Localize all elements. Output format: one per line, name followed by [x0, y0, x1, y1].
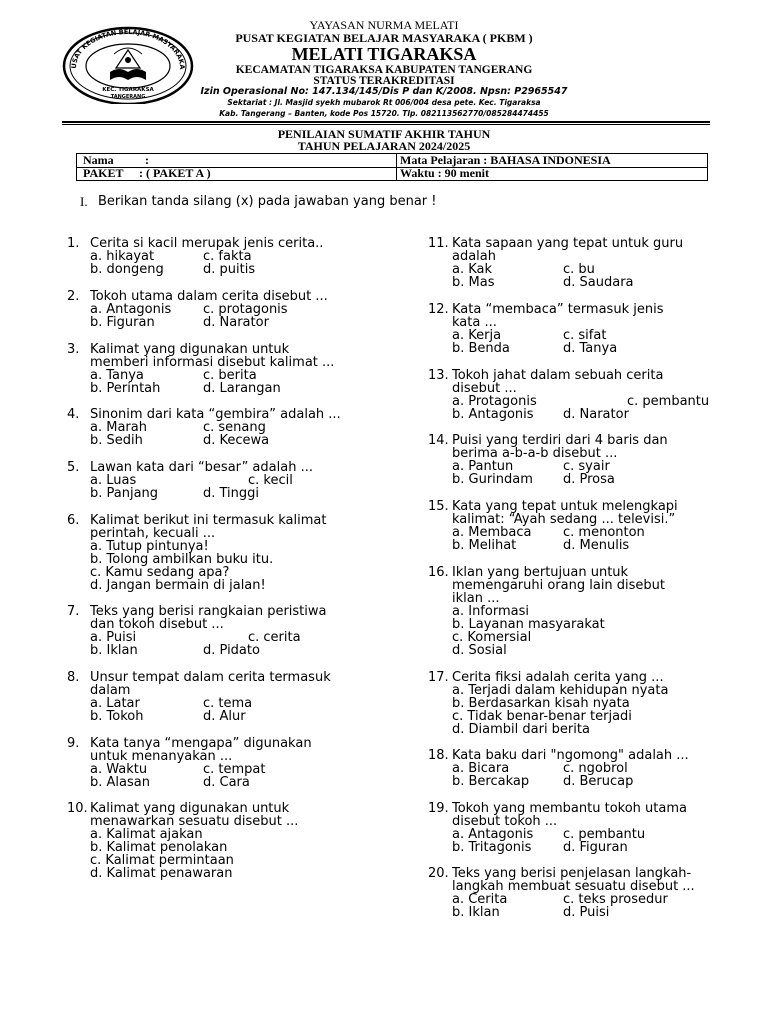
answer-option[interactable]: a. Bicara	[452, 761, 510, 776]
answer-option[interactable]: c. senang	[203, 420, 266, 435]
answer-option[interactable]: c. pembantu	[563, 827, 646, 842]
answer-option[interactable]: b. Benda	[452, 341, 510, 356]
answer-option[interactable]: a. Terjadi dalam kehidupan nyata	[452, 683, 669, 698]
question-text: Cerita si kacil merupak jenis cerita..	[90, 236, 324, 251]
answer-option[interactable]: b. Kalimat penolakan	[90, 840, 228, 855]
question-text: Tokoh yang membantu tokoh utama	[452, 801, 687, 816]
answer-option[interactable]: b. Tritagonis	[452, 840, 532, 855]
answer-option[interactable]: b. Melihat	[452, 538, 517, 553]
exam-info-table	[76, 153, 708, 181]
answer-option[interactable]: d. Saudara	[563, 275, 634, 290]
answer-option[interactable]: b. Berdasarkan kisah nyata	[452, 696, 630, 711]
logo-ring-text: USAT KEGIATAN BELAJAR MASYARAKA	[69, 27, 187, 70]
answer-option[interactable]: c. pembantu	[627, 394, 710, 409]
question-text: memberi informasi disebut kalimat ...	[90, 355, 335, 370]
question-text: Teks yang berisi penjelasan langkah-	[452, 866, 692, 881]
question-text: Kata sapaan yang tepat untuk guru	[452, 236, 684, 251]
question-number: 1.	[67, 236, 80, 251]
answer-option[interactable]: d. Prosa	[563, 472, 615, 487]
operational-permit: Izin Operasional No: 147.134/145/Dis P dan K/2008. Npsn: P2965547	[200, 86, 568, 97]
question-15	[428, 500, 722, 552]
answer-option[interactable]: a. hikayat	[90, 249, 155, 264]
question-text: Kata baku dari "ngomong" adalah ...	[452, 748, 689, 763]
question-number: 14.	[428, 433, 449, 448]
answer-option[interactable]: a. Waktu	[90, 762, 148, 777]
subject: Mata Pelajaran : BAHASA INDONESIA	[400, 153, 611, 167]
answer-option[interactable]: c. Komersial	[452, 630, 532, 645]
duration: Waktu : 90 menit	[400, 166, 490, 180]
answer-option[interactable]: c. Kalimat permintaan	[90, 853, 234, 868]
question-text: adalah	[452, 249, 497, 264]
question-14	[428, 434, 722, 486]
answer-option[interactable]: d. Larangan	[203, 381, 281, 396]
question-11	[428, 237, 722, 289]
answer-option[interactable]: a. Tanya	[90, 368, 144, 383]
answer-option[interactable]: a. Pantun	[452, 459, 514, 474]
answer-option[interactable]: a. Informasi	[452, 604, 529, 619]
answer-option[interactable]: d. Alur	[203, 709, 246, 724]
answer-option[interactable]: a. Membaca	[452, 525, 532, 540]
question-1	[67, 237, 387, 276]
question-17	[428, 671, 722, 736]
answer-option[interactable]: b. Antagonis	[452, 407, 534, 422]
question-text: Sinonim dari kata “gembira” adalah ...	[90, 407, 341, 422]
question-text: Lawan kata dari “besar” adalah ...	[90, 460, 313, 475]
answer-option[interactable]: b. Tokoh	[90, 709, 144, 724]
answer-option[interactable]: c. ngobrol	[563, 761, 628, 776]
letterhead-divider-thin	[62, 124, 710, 125]
answer-option[interactable]: d. Narator	[563, 407, 629, 422]
logo-bottom-text2: TANGERANG	[110, 94, 146, 100]
question-number: 12.	[428, 302, 449, 317]
answer-option[interactable]: d. Jangan bermain di jalan!	[90, 578, 266, 593]
question-text: Tokoh utama dalam cerita disebut ...	[90, 289, 328, 304]
question-text: Teks yang berisi rangkaian peristiwa	[90, 604, 327, 619]
answer-option[interactable]: b. Perintah	[90, 381, 161, 396]
answer-option[interactable]: d. Berucap	[563, 774, 634, 789]
question-text: langkah membuat sesuatu disebut ...	[452, 879, 695, 894]
question-text: Iklan yang bertujuan untuk	[452, 565, 629, 580]
question-number: 5.	[67, 460, 80, 475]
answer-option[interactable]: b. Layanan masyarakat	[452, 617, 605, 632]
question-20	[428, 867, 722, 919]
question-text: untuk menanyakan ...	[90, 749, 233, 764]
answer-option[interactable]: d. Tanya	[563, 341, 618, 356]
answer-option[interactable]: d. Kalimat penawaran	[90, 866, 233, 881]
question-text: disebut ...	[452, 381, 517, 396]
answer-option[interactable]: c. tema	[203, 696, 253, 711]
answer-option[interactable]: d. Tinggi	[203, 486, 260, 501]
answer-option[interactable]: c. berita	[203, 368, 257, 383]
answer-option[interactable]: a. Kalimat ajakan	[90, 827, 203, 842]
logo-bottom-text: KEC. TIGARAKSA	[102, 87, 154, 93]
question-text: memengaruhi orang lain disebut	[452, 578, 666, 593]
question-number: 8.	[67, 670, 80, 685]
answer-option[interactable]: d. Menulis	[563, 538, 630, 553]
question-number: 15.	[428, 499, 449, 514]
answer-option[interactable]: d. Diambil dari berita	[452, 722, 590, 737]
question-2	[67, 290, 387, 329]
question-number: 9.	[67, 736, 80, 751]
question-text: Kalimat berikut ini termasuk kalimat	[90, 513, 327, 528]
answer-option[interactable]: b. Sedih	[90, 433, 143, 448]
question-9	[67, 737, 387, 789]
question-text: dan tokoh disebut ...	[90, 617, 224, 632]
question-number: 7.	[67, 604, 80, 619]
district: KECAMATAN TIGARAKSA KABUPATEN TANGERANG	[235, 64, 533, 76]
answer-option[interactable]: a. Protagonis	[452, 394, 537, 409]
address-line-1: Sektariat : Jl. Masjid syekh mubarok Rt 006/004 desa pete. Kec. Tigaraksa	[227, 98, 541, 107]
answer-option[interactable]: c. cerita	[248, 630, 301, 645]
paket-value: : ( PAKET A )	[139, 166, 211, 180]
answer-option[interactable]: a. Kerja	[452, 328, 502, 343]
question-number: 16.	[428, 565, 449, 580]
question-text: Puisi yang terdiri dari 4 baris dan	[452, 433, 668, 448]
answer-option[interactable]: b. Alasan	[90, 775, 150, 790]
question-7	[67, 605, 387, 657]
answer-option[interactable]: c. teks prosedur	[563, 892, 668, 907]
answer-option[interactable]: b. Panjang	[90, 486, 159, 501]
question-text: Kata “membaca” termasuk jenis	[452, 302, 664, 317]
question-12	[428, 303, 722, 355]
question-10	[67, 802, 387, 880]
answer-option[interactable]: a. Kak	[452, 262, 493, 277]
answer-option[interactable]: a. Tutup pintunya!	[90, 539, 209, 554]
question-number: 10.	[67, 801, 88, 816]
answer-option[interactable]: a. Antagonis	[452, 827, 534, 842]
question-number: 4.	[67, 407, 80, 422]
question-text: Kalimat yang digunakan untuk	[90, 801, 290, 816]
question-text: Tokoh jahat dalam sebuah cerita	[452, 368, 664, 383]
name-colon: :	[145, 153, 149, 167]
question-6	[67, 514, 387, 592]
answer-option[interactable]: c. tempat	[203, 762, 266, 777]
question-number: 2.	[67, 289, 80, 304]
answer-option[interactable]: c. kecil	[248, 473, 293, 488]
question-text: perintah, kecuali ...	[90, 526, 216, 541]
answer-option[interactable]: c. Tidak benar-benar terjadi	[452, 709, 632, 724]
school-name: MELATI TIGARAKSA	[291, 44, 477, 64]
center-name: PUSAT KEGIATAN BELAJAR MASYARAKA ( PKBM )	[235, 31, 533, 45]
question-number: 6.	[67, 513, 80, 528]
question-text: Kata yang tepat untuk melengkapi	[452, 499, 678, 514]
question-text: Kata tanya “mengapa” digunakan	[90, 736, 312, 751]
question-5	[67, 461, 387, 500]
answer-option[interactable]: c. Kamu sedang apa?	[90, 565, 230, 580]
question-text: kata ...	[452, 315, 497, 330]
address-line-2: Kab. Tangerang – Banten, kode Pos 15720. Tlp. 082113562770/085284474455	[219, 109, 549, 118]
question-4	[67, 408, 387, 447]
question-text: berima a-b-a-b disebut ...	[452, 446, 618, 461]
exam-title: PENILAIAN SUMATIF AKHIR TAHUN	[277, 127, 491, 141]
paket-label: PAKET	[83, 166, 124, 180]
question-number: 17.	[428, 670, 449, 685]
answer-option[interactable]: d. puitis	[203, 262, 256, 277]
foundation-name: YAYASAN NURMA MELATI	[309, 18, 459, 32]
answer-option[interactable]: b. Gurindam	[452, 472, 533, 487]
accreditation-status: STATUS TERAKREDITASI	[313, 75, 455, 87]
question-text: iklan ...	[452, 591, 500, 606]
answer-option[interactable]: a. Marah	[90, 420, 147, 435]
answer-option[interactable]: d. Figuran	[563, 840, 628, 855]
question-text: menawarkan sesuatu disebut ...	[90, 814, 299, 829]
question-8	[67, 671, 387, 723]
answer-option[interactable]: d. Narator	[203, 315, 269, 330]
answer-option[interactable]: d. Puisi	[563, 905, 610, 920]
question-number: 11.	[428, 236, 449, 251]
exam-year: TAHUN PELAJARAN 2024/2025	[297, 139, 471, 153]
answer-option[interactable]: d. Pidato	[203, 643, 260, 658]
answer-option[interactable]: b. Tolong ambilkan buku itu.	[90, 552, 274, 567]
question-13	[428, 369, 722, 421]
answer-option[interactable]: c. protagonis	[203, 302, 288, 317]
answer-option[interactable]: d. Kecewa	[203, 433, 270, 448]
question-text: disebut tokoh ...	[452, 814, 558, 829]
answer-option[interactable]: a. Antagonis	[90, 302, 172, 317]
question-text: Cerita fiksi adalah cerita yang ...	[452, 670, 664, 685]
answer-option[interactable]: b. Iklan	[452, 905, 500, 920]
answer-option[interactable]: a. Cerita	[452, 892, 508, 907]
question-number: 19.	[428, 801, 449, 816]
instruction-numeral: I.	[80, 194, 88, 209]
question-number: 20.	[428, 866, 449, 881]
answer-option[interactable]: b. Bercakap	[452, 774, 530, 789]
question-text: Unsur tempat dalam cerita termasuk	[90, 670, 331, 685]
question-text: dalam	[90, 683, 131, 698]
answer-option[interactable]: a. Puisi	[90, 630, 137, 645]
answer-option[interactable]: a. Luas	[90, 473, 137, 488]
answer-option[interactable]: d. Sosial	[452, 643, 507, 658]
answer-option[interactable]: b. Figuran	[90, 315, 155, 330]
question-number: 18.	[428, 748, 449, 763]
answer-option[interactable]: c. bu	[563, 262, 595, 277]
answer-option[interactable]: c. fakta	[203, 249, 252, 264]
question-3	[67, 343, 387, 395]
answer-option[interactable]: d. Cara	[203, 775, 250, 790]
answer-option[interactable]: b. Iklan	[90, 643, 138, 658]
answer-option[interactable]: c. menonton	[563, 525, 645, 540]
answer-option[interactable]: b. Mas	[452, 275, 495, 290]
instruction-text: Berikan tanda silang (x) pada jawaban yang benar !	[98, 194, 437, 209]
answer-option[interactable]: c. sifat	[563, 328, 607, 343]
question-text: Kalimat yang digunakan untuk	[90, 342, 290, 357]
question-16	[428, 566, 722, 657]
question-text: kalimat: “Ayah sedang ... televisi.”	[452, 512, 676, 527]
answer-option[interactable]: a. Latar	[90, 696, 140, 711]
answer-option[interactable]: c. syair	[563, 459, 610, 474]
answer-option[interactable]: b. dongeng	[90, 262, 164, 277]
question-number: 13.	[428, 368, 449, 383]
question-number: 3.	[67, 342, 80, 357]
letterhead-divider	[62, 121, 710, 123]
name-label: Nama	[83, 153, 114, 167]
question-18	[428, 749, 722, 788]
question-19	[428, 802, 722, 854]
